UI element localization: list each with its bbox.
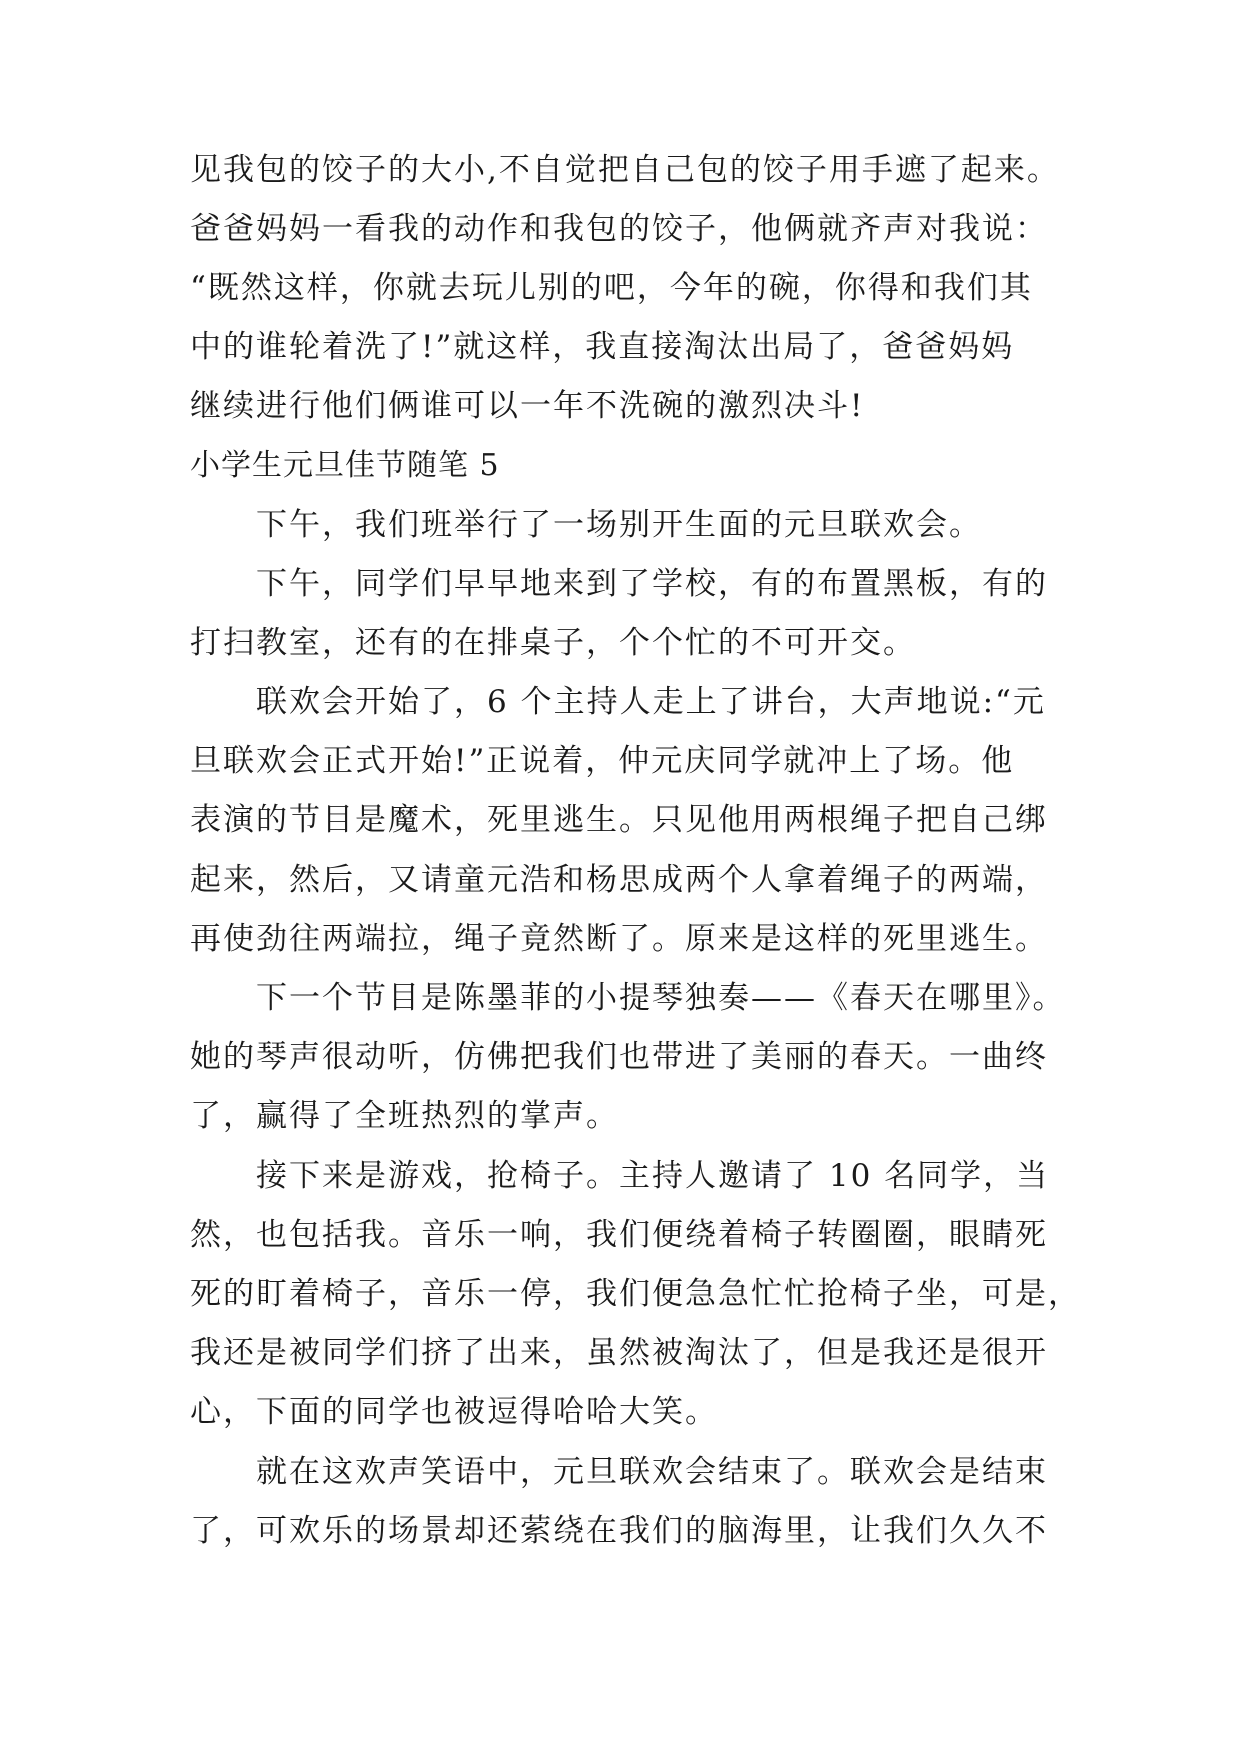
text-line: 我还是被同学们挤了出来，虽然被淘汰了，但是我还是很开	[190, 1335, 1048, 1371]
text-line: 心，下面的同学也被逗得哈哈大笑。	[190, 1394, 718, 1430]
paragraph-start: 下午，同学们早早地来到了学校，有的布置黑板，有的	[256, 566, 1048, 602]
text-line: 继续进行他们俩谁可以一年不洗碗的激烈决斗!	[190, 388, 865, 424]
text-line: 爸爸妈妈一看我的动作和我包的饺子，他俩就齐声对我说：	[190, 211, 1048, 247]
text-line: 表演的节目是魔术，死里逃生。只见他用两根绳子把自己绑	[190, 802, 1048, 838]
paragraph-start: 下一个节目是陈墨菲的小提琴独奏——《春天在哪里》。	[256, 980, 1066, 1016]
paragraph-start: 下午，我们班举行了一场别开生面的元旦联欢会。	[256, 507, 982, 543]
text-line: 死的盯着椅子，音乐一停，我们便急急忙忙抢椅子坐，可是，	[190, 1276, 1081, 1312]
paragraph-start: 接下来是游戏，抢椅子。主持人邀请了 10 名同学，当	[256, 1158, 1050, 1194]
text-line: 打扫教室，还有的在排桌子，个个忙的不可开交。	[190, 625, 916, 661]
text-line: 她的琴声很动听，仿佛把我们也带进了美丽的春天。一曲终	[190, 1039, 1048, 1075]
text-line: “既然这样，你就去玩儿别的吧，今年的碗，你得和我们其	[190, 270, 1033, 306]
text-line: 了，可欢乐的场景却还萦绕在我们的脑海里，让我们久久不	[190, 1513, 1048, 1549]
text-line: 再使劲往两端拉，绳子竟然断了。原来是这样的死里逃生。	[190, 921, 1048, 957]
text-line: 了，赢得了全班热烈的掌声。	[190, 1098, 619, 1134]
text-line: 起来，然后，又请童元浩和杨思成两个人拿着绳子的两端，	[190, 862, 1048, 898]
text-line: 旦联欢会正式开始!”正说着，仲元庆同学就冲上了场。他	[190, 743, 1015, 779]
text-line: 见我包的饺子的大小,不自觉把自己包的饺子用手遮了起来。	[190, 152, 1060, 188]
paragraph-start: 就在这欢声笑语中，元旦联欢会结束了。联欢会是结束	[256, 1454, 1048, 1490]
text-line: 中的谁轮着洗了!”就这样，我直接淘汰出局了，爸爸妈妈	[190, 329, 1015, 365]
text-line: 然，也包括我。音乐一响，我们便绕着椅子转圈圈，眼睛死	[190, 1217, 1048, 1253]
paragraph-start: 联欢会开始了，6 个主持人走上了讲台，大声地说:“元	[256, 684, 1046, 720]
section-heading: 小学生元旦佳节随笔 5	[190, 448, 500, 483]
